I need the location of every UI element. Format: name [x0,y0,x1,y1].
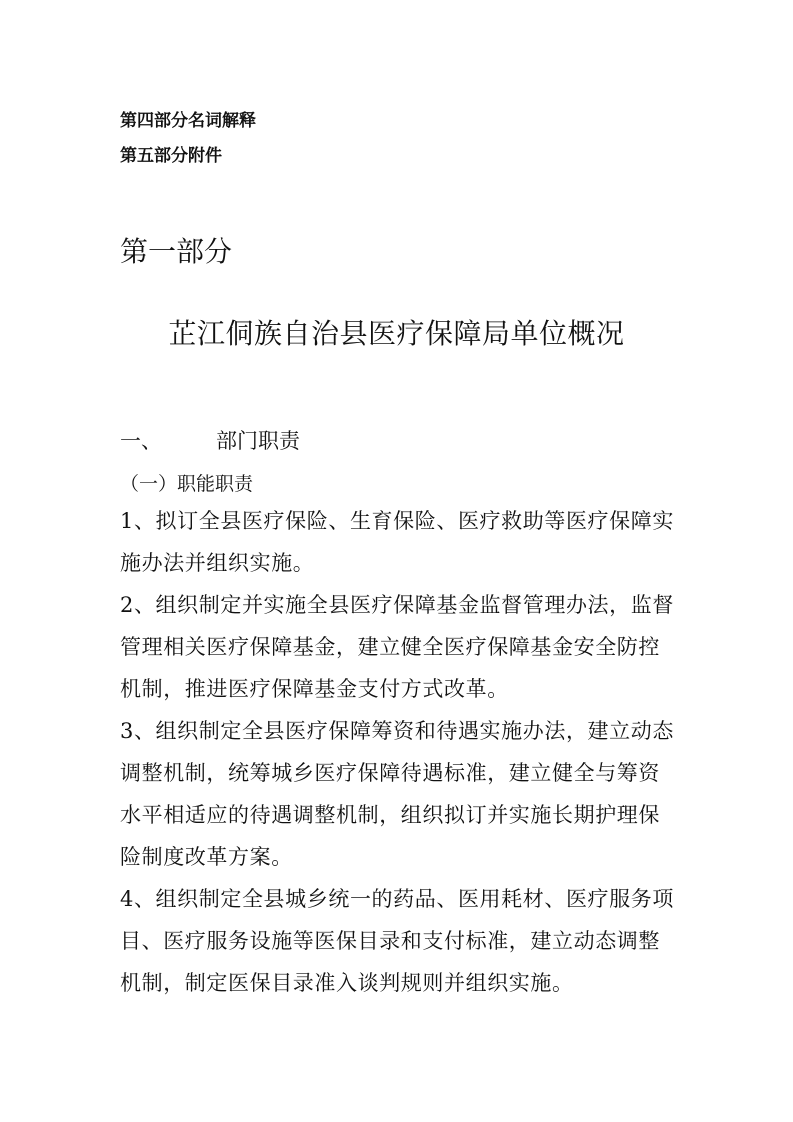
section-title: 部门职责 [216,429,300,453]
section-heading-duties [120,425,300,455]
duty-paragraph: 3、组织制定全县医疗保障筹资和待遇实施办法，建立动态调整机制，统筹城乡医疗保障待遇标准，建立健全与筹资水平相适应的待遇调整机制，组织拟订并实施长期护理保险制度改革方案。 [120,719,674,869]
duty-paragraph: 1、拟订全县医疗保险、生育保险、医疗救助等医疗保障实施办法并组织实施。 [120,509,674,575]
duty-paragraph: 4、组织制定全县城乡统一的药品、医用耗材、医疗服务项目、医疗服务设施等医保目录和支付标准，建立动态调整机制，制定医保目录准入谈判规则并组织实施。 [120,887,674,995]
unit-overview-title: 芷江侗族自治县医疗保障局单位概况 [168,317,625,350]
subsection-heading: （一）职能职责 [120,473,254,495]
duties-list [120,500,680,1004]
section-number: 一、 [120,429,162,453]
toc-item-part5: 第五部分附件 [120,146,222,166]
toc-item-part4: 第四部分名词解释 [120,111,256,131]
part-title: 第一部分 [120,235,233,268]
duty-paragraph: 2、组织制定并实施全县医疗保障基金监督管理办法，监督管理相关医疗保障基金，建立健全医疗保障基金安全防控机制，推进医疗保障基金支付方式改革。 [120,593,674,701]
